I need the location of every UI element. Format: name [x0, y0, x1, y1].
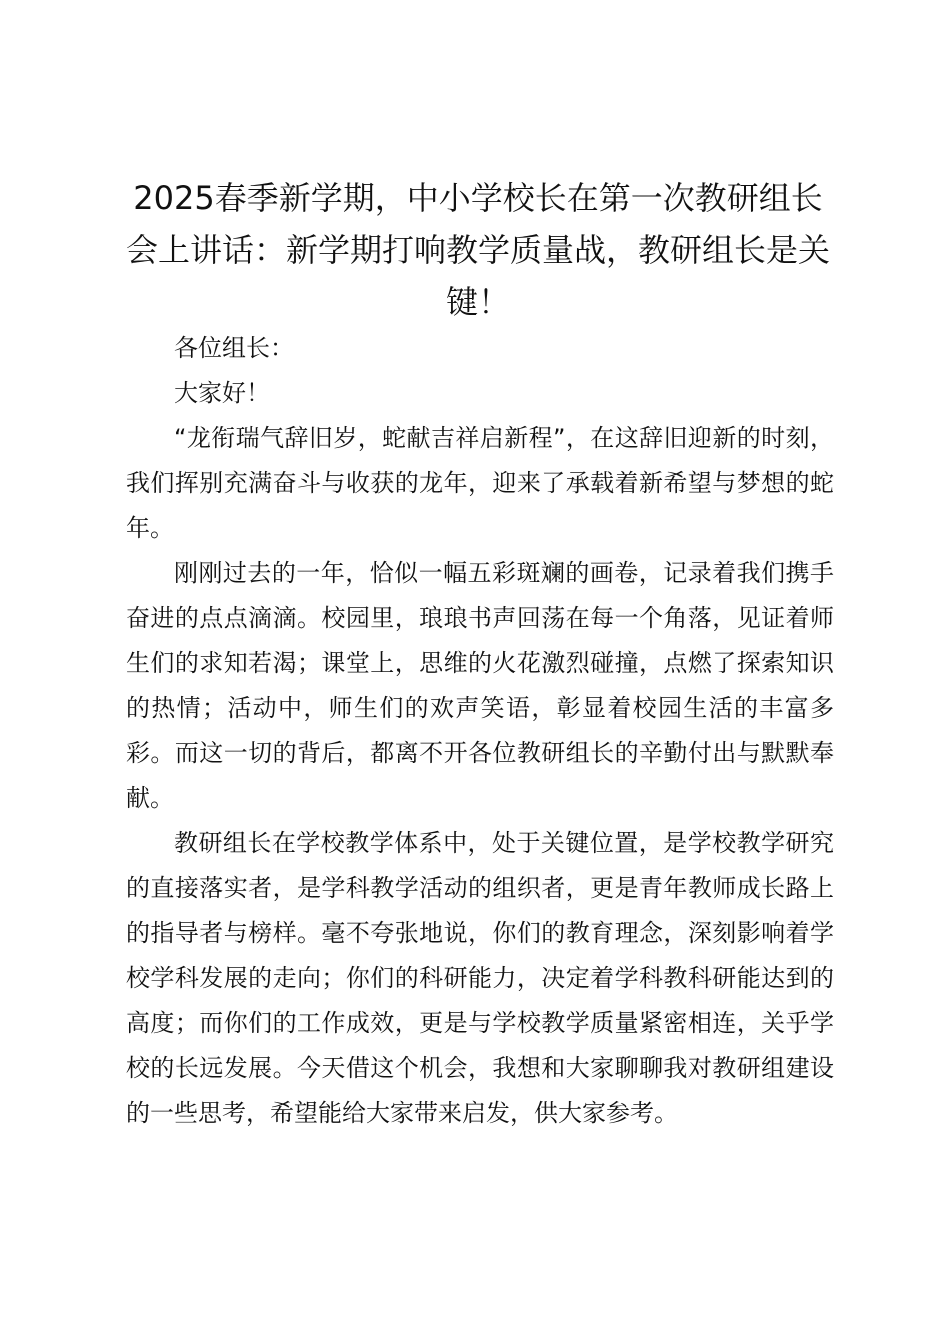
paragraph: 刚刚过去的一年，恰似一幅五彩斑斓的画卷，记录着我们携手奋进的点点滴滴。校园里，琅琅书声回荡在每一个角落，见证着师生们的求知若渴；课堂上，思维的火花激烈碰撞，点燃了探索知识的热情；活动中，师生们的欢声笑语，彰显着校园生活的丰富多彩。而这一切的背后，都离不开各位教研组长的辛勤付出与默默奉献。 [126, 559, 834, 812]
paragraph: “龙衔瑞气辞旧岁，蛇献吉祥启新程”，在这辞旧迎新的时刻，我们挥别充满奋斗与收获的龙年，迎来了承载着新希望与梦想的蛇年。 [126, 424, 834, 542]
paragraph: 教研组长在学校教学体系中，处于关键位置，是学校教学研究的直接落实者，是学科教学活动的组织者，更是青年教师成长路上的指导者与榜样。毫不夸张地说，你们的教育理念，深刻影响着学校学科发展的走向；你们的科研能力，决定着学科教科研能达到的高度；而你们的工作成效，更是与学校教学质量紧密相连，关乎学校的长远发展。今天借这个机会，我想和大家聊聊我对教研组建设的一些思考，希望能给大家带来启发，供大家参考。 [126, 829, 834, 1127]
greeting: 大家好！ [174, 379, 270, 407]
document-body [126, 326, 834, 1136]
salutation: 各位组长： [174, 334, 294, 362]
document-title: 2025春季新学期，中小学校长在第一次教研组长会上讲话：新学期打响教学质量战，教研组长是关键！ [125, 179, 830, 321]
